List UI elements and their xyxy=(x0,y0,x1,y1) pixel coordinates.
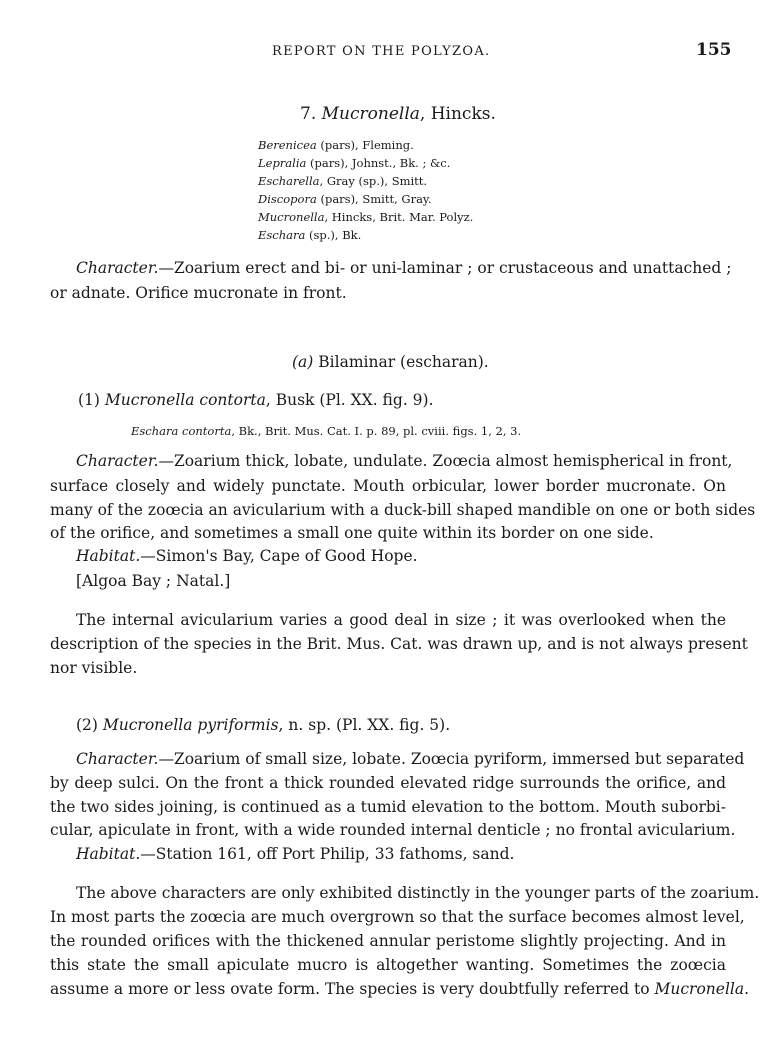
synonym-line: Lepralia (pars), Johnst., Bk. ; &c. xyxy=(258,156,451,170)
genus-character-line: Character.—Zoarium erect and bi- or uni-laminar ; or crustaceous and unattached ; xyxy=(76,259,732,277)
note-line: The above characters are only exhibited distinctly in the younger parts of the zoarium. xyxy=(76,884,760,902)
species-character-line: Character.—Zoarium thick, lobate, undulate. Zoœcia almost hemispherical in front, xyxy=(76,452,733,470)
synonym-line: Berenicea (pars), Fleming. xyxy=(258,138,414,152)
section-heading: (a) Bilaminar (escharan). xyxy=(292,353,489,371)
species-character-line: surface closely and widely punctate. Mouth orbicular, lower border mucronate. On xyxy=(50,477,726,495)
species-habitat: Habitat.—Station 161, off Port Philip, 33 fathoms, sand. xyxy=(76,845,515,863)
species-heading: (2) Mucronella pyriformis, n. sp. (Pl. XX. fig. 5). xyxy=(76,716,451,734)
note-line: In most parts the zoœcia are much overgrown so that the surface becomes almost level, xyxy=(50,908,745,926)
note-line: this state the small apiculate mucro is altogether wanting. Sometimes the zoœcia xyxy=(50,956,726,974)
species-habitat: Habitat.—Simon's Bay, Cape of Good Hope. xyxy=(76,547,418,565)
page-number: 155 xyxy=(696,40,732,60)
species-character-line: by deep sulci. On the front a thick rounded elevated ridge surrounds the orifice, and xyxy=(50,774,726,792)
species-habitat-extra: [Algoa Bay ; Natal.] xyxy=(76,572,231,590)
synonym-line: Discopora (pars), Smitt, Gray. xyxy=(258,192,432,206)
note-line: the rounded orifices with the thickened annular peristome slightly projecting. And in xyxy=(50,932,726,950)
genus-heading xyxy=(300,104,496,124)
synonym-line: Mucronella, Hincks, Brit. Mar. Polyz. xyxy=(258,210,474,224)
species-reference: Eschara contorta, Bk., Brit. Mus. Cat. I. p. 89, pl. cviii. figs. 1, 2, 3. xyxy=(131,424,522,438)
synonym-line: Escharella, Gray (sp.), Smitt. xyxy=(258,174,428,188)
genus-number: 7. xyxy=(300,104,317,124)
note-line: description of the species in the Brit. Mus. Cat. was drawn up, and is not always present xyxy=(50,635,748,653)
species-character-line: of the orifice, and sometimes a small one quite within its border on one side. xyxy=(50,524,654,542)
note-line: The internal avicularium varies a good deal in size ; it was overlooked when the xyxy=(76,611,726,629)
running-title: REPORT ON THE POLYZOA. xyxy=(272,44,491,59)
species-character-line: cular, apiculate in front, with a wide rounded internal denticle ; no frontal avicularium. xyxy=(50,821,736,839)
genus-author: , Hincks. xyxy=(419,104,496,124)
genus-character-line: or adnate. Orifice mucronate in front. xyxy=(50,284,347,302)
species-character-line: many of the zoœcia an avicularium with a duck-bill shaped mandible on one or both sides xyxy=(50,501,756,519)
synonym-line: Eschara (sp.), Bk. xyxy=(258,228,362,242)
species-character-line: the two sides joining, is continued as a tumid elevation to the bottom. Mouth suborbi- xyxy=(50,798,726,816)
note-line: assume a more or less ovate form. The species is very doubtfully referred to Mucronella. xyxy=(50,980,750,998)
species-heading: (1) Mucronella contorta, Busk (Pl. XX. fig. 9). xyxy=(78,391,434,409)
species-character-line: Character.—Zoarium of small size, lobate. Zoœcia pyriform, immersed but separated xyxy=(76,750,745,768)
genus-name: Mucronella xyxy=(321,104,420,124)
note-line: nor visible. xyxy=(50,659,138,677)
